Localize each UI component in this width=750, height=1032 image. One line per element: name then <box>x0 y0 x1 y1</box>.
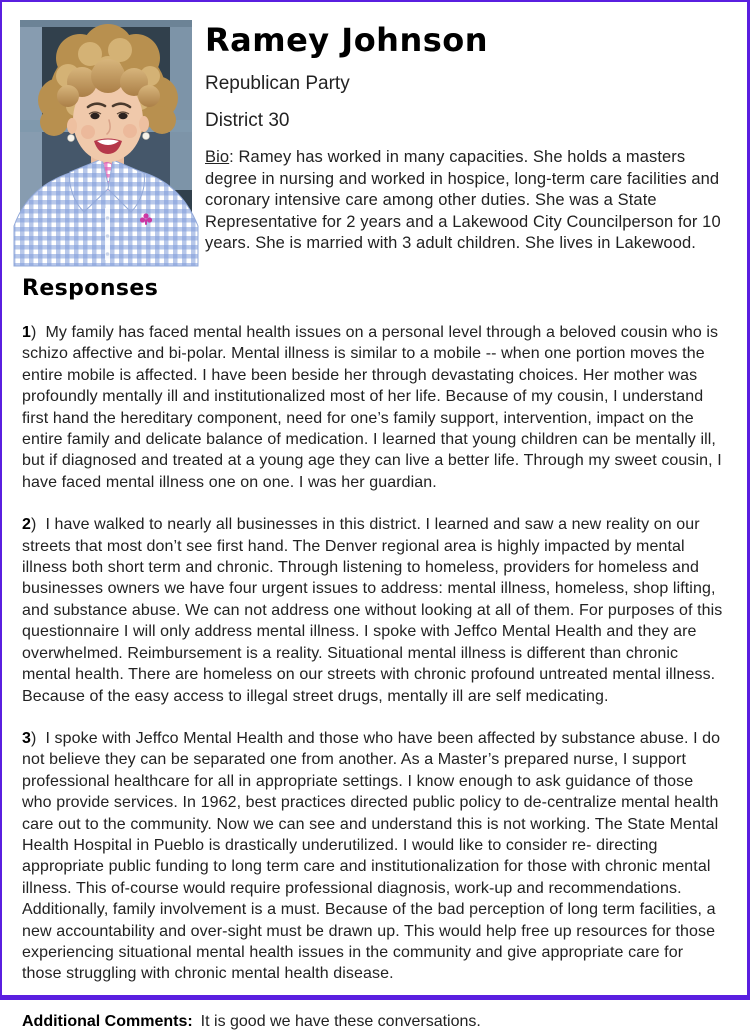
response-3 <box>22 728 727 985</box>
responses-heading: Responses <box>22 276 159 301</box>
response-1 <box>22 322 727 493</box>
response-2 <box>22 514 727 707</box>
candidate-district: District 30 <box>205 110 290 131</box>
response-1-suffix: ) <box>31 324 37 341</box>
profile-header-text <box>205 20 729 255</box>
candidate-party: Republican Party <box>205 73 350 94</box>
responses-section <box>2 276 747 1032</box>
candidate-name: Ramey Johnson <box>205 21 489 59</box>
candidate-photo <box>20 20 192 260</box>
response-1-number: 1 <box>22 324 31 341</box>
response-3-number: 3 <box>22 729 31 747</box>
additional-comments-label: Additional Comments: <box>22 1012 193 1030</box>
response-1-text: My family has faced mental health issues on a personal level through a beloved cousin who is schizo affective and bi-polar. Mental illness is similar to a mobile -- when one portion moves the entire mobile is affected. I have been beside her through devastating choices. Her mother was profoundly mentally ill and institutionalized most of her life. Because of my cousin, I understand first hand the hereditary component, need for one’s family support, intervention, impact on the entire family and delicate balance of medication. I learned that young children can be mentally ill, but if diagnosed and treated at a young age they can live a better life. Through my sweet cousin, I have faced mental illness one on one. I was her guardian. <box>22 324 722 491</box>
response-3-suffix: ) <box>31 729 37 747</box>
response-2-number: 2 <box>22 516 31 534</box>
response-3-text: I spoke with Jeffco Mental Health and those who have been affected by substance abuse. I do not believe they can be separated one from another. As a Master’s prepared nurse, I support professional healthcare for all in appropriate settings. I know enough to ask guidance of those who provide services. In 1962, best practices directed public policy to de-centralize mental health care out to the community. Now we can see and understand this is not working. The State Mental Health Hospital in Pueblo is drastically underutilized. I would like to consider re- directing appropriate public funding to long term care and institutionalization for those with chronic mental illness. This of-course would require professional diagnosis, work-up and recommendations. Additionally, family involvement is a must. Because of the bad perception of long term facilities, a new accountability and over-sight must be drawn up. This would help free up resources for those experiencing situational mental health issues in the community and give appropriate care for those struggling with chronic mental health disease. <box>22 729 721 983</box>
candidate-photo-illustration <box>20 20 192 260</box>
bio-text: Ramey has worked in many capacities. She holds a masters degree in nursing and worked in hospice, long-term care facilities and coronary intensive care among other duties. She was a State Representative for 2 years and a Lakewood City Councilperson for 10 years. She is married with 3 adult children. She lives in Lakewood. <box>205 148 721 252</box>
profile-header <box>2 2 747 260</box>
response-2-suffix: ) <box>31 516 37 534</box>
additional-comments-text: It is good we have these conversations. <box>200 1012 481 1030</box>
bio-label: Bio <box>205 148 230 166</box>
candidate-bio <box>205 147 729 255</box>
bio-separator: : <box>229 148 239 166</box>
additional-comments <box>22 1011 727 1032</box>
response-2-text: I have walked to nearly all businesses in this district. I learned and saw a new reality on our streets that most don’t see first hand. The Denver regional area is highly impacted by mental illness both short term and chronic. Through listening to homeless, providers for homeless and businesses owners we have four urgent issues to address: mental illness, homeless, shop lifting, and substance abuse. We can not address one without looking at all of them. For purposes of this questionnaire I will only address mental illness. I spoke with Jeffco Mental Health and they are overwhelmed. Reimbursement is a reality. Situational mental illness is different than chronic mental health. There are homeless on our streets with chronic profound untreated mental illness. Because of the easy access to illegal street drugs, mentally ill are self medicating. <box>22 516 723 705</box>
